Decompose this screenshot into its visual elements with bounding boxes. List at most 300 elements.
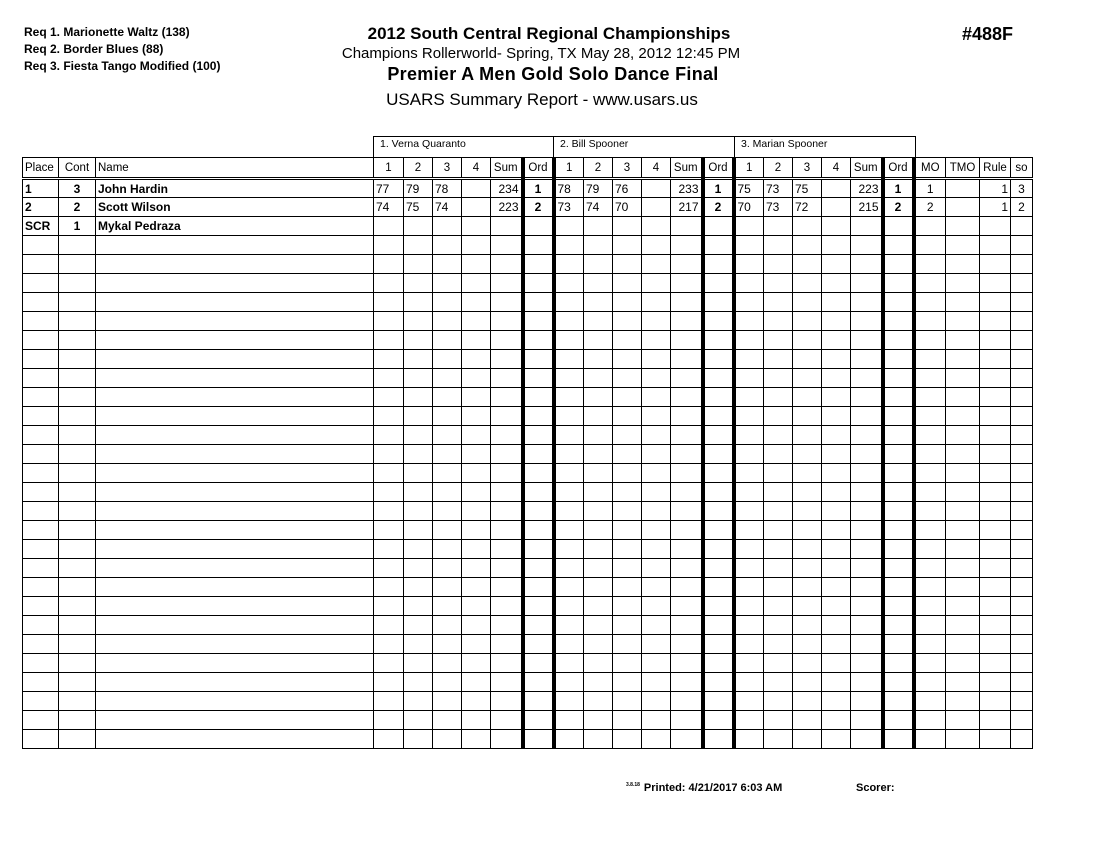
empty-row bbox=[23, 388, 1033, 407]
empty-cell bbox=[946, 236, 980, 255]
empty-cell bbox=[764, 692, 793, 711]
empty-cell bbox=[491, 369, 523, 388]
empty-cell bbox=[491, 540, 523, 559]
empty-cell bbox=[822, 445, 851, 464]
tmo-cell bbox=[946, 217, 980, 236]
scorer-label: Scorer: bbox=[856, 782, 895, 794]
empty-cell bbox=[946, 616, 980, 635]
empty-cell bbox=[491, 255, 523, 274]
empty-cell bbox=[703, 331, 734, 350]
empty-cell bbox=[883, 654, 914, 673]
event-number: #488F bbox=[962, 24, 1014, 44]
empty-cell bbox=[671, 407, 703, 426]
empty-cell bbox=[822, 274, 851, 293]
empty-cell bbox=[793, 255, 822, 274]
empty-cell bbox=[462, 464, 491, 483]
empty-cell bbox=[491, 407, 523, 426]
empty-cell bbox=[703, 426, 734, 445]
venue-date-line: Champions Rollerworld- Spring, TX May 28, 2012 12:45 PM bbox=[341, 45, 741, 62]
empty-cell bbox=[822, 521, 851, 540]
empty-cell bbox=[433, 616, 462, 635]
empty-cell bbox=[946, 388, 980, 407]
empty-cell bbox=[914, 369, 946, 388]
empty-cell bbox=[523, 312, 554, 331]
empty-cell bbox=[59, 464, 96, 483]
empty-cell bbox=[642, 369, 671, 388]
empty-cell bbox=[980, 293, 1011, 312]
empty-cell bbox=[851, 616, 883, 635]
name-cell: Scott Wilson bbox=[96, 198, 374, 217]
empty-cell bbox=[462, 654, 491, 673]
empty-cell bbox=[59, 540, 96, 559]
col-j3-dance1: 1 bbox=[734, 158, 764, 179]
empty-row bbox=[23, 350, 1033, 369]
empty-cell bbox=[404, 616, 433, 635]
empty-cell bbox=[671, 597, 703, 616]
empty-cell bbox=[980, 730, 1011, 749]
judge-2-score-4 bbox=[642, 179, 671, 198]
empty-cell bbox=[883, 236, 914, 255]
col-j2-dance3: 3 bbox=[613, 158, 642, 179]
empty-cell bbox=[433, 274, 462, 293]
empty-cell bbox=[793, 540, 822, 559]
empty-cell bbox=[523, 293, 554, 312]
empty-cell bbox=[404, 312, 433, 331]
empty-cell bbox=[433, 350, 462, 369]
empty-cell bbox=[523, 445, 554, 464]
empty-cell bbox=[642, 654, 671, 673]
empty-cell bbox=[491, 521, 523, 540]
empty-cell bbox=[374, 692, 404, 711]
empty-cell bbox=[1011, 274, 1033, 293]
empty-cell bbox=[642, 673, 671, 692]
empty-cell bbox=[914, 350, 946, 369]
empty-cell bbox=[433, 236, 462, 255]
empty-cell bbox=[404, 578, 433, 597]
judge-3-ord bbox=[883, 217, 914, 236]
empty-cell bbox=[883, 502, 914, 521]
empty-cell bbox=[1011, 597, 1033, 616]
empty-cell bbox=[1011, 293, 1033, 312]
empty-cell bbox=[822, 350, 851, 369]
version-label: 3.8.18 bbox=[626, 782, 640, 788]
empty-cell bbox=[554, 692, 584, 711]
empty-cell bbox=[404, 673, 433, 692]
empty-cell bbox=[613, 730, 642, 749]
empty-cell bbox=[822, 578, 851, 597]
empty-cell bbox=[523, 464, 554, 483]
empty-cell bbox=[404, 654, 433, 673]
empty-cell bbox=[793, 369, 822, 388]
empty-cell bbox=[822, 559, 851, 578]
empty-cell bbox=[523, 255, 554, 274]
empty-cell bbox=[822, 616, 851, 635]
empty-cell bbox=[491, 350, 523, 369]
empty-cell bbox=[433, 426, 462, 445]
empty-cell bbox=[23, 673, 59, 692]
col-j2-ord: Ord bbox=[703, 158, 734, 179]
empty-cell bbox=[734, 616, 764, 635]
empty-cell bbox=[1011, 578, 1033, 597]
empty-cell bbox=[764, 350, 793, 369]
empty-row bbox=[23, 255, 1033, 274]
empty-cell bbox=[764, 312, 793, 331]
empty-cell bbox=[642, 312, 671, 331]
empty-cell bbox=[613, 540, 642, 559]
empty-cell bbox=[433, 502, 462, 521]
empty-cell bbox=[613, 483, 642, 502]
empty-row bbox=[23, 597, 1033, 616]
empty-cell bbox=[793, 312, 822, 331]
empty-cell bbox=[374, 274, 404, 293]
empty-cell bbox=[433, 293, 462, 312]
empty-cell bbox=[822, 312, 851, 331]
empty-cell bbox=[491, 578, 523, 597]
empty-cell bbox=[23, 654, 59, 673]
empty-cell bbox=[23, 312, 59, 331]
empty-cell bbox=[734, 559, 764, 578]
empty-cell bbox=[462, 255, 491, 274]
judge-3-score-4 bbox=[822, 179, 851, 198]
empty-cell bbox=[404, 388, 433, 407]
empty-cell bbox=[523, 559, 554, 578]
empty-cell bbox=[883, 578, 914, 597]
empty-cell bbox=[1011, 255, 1033, 274]
empty-cell bbox=[96, 673, 374, 692]
empty-cell bbox=[404, 331, 433, 350]
empty-cell bbox=[584, 654, 613, 673]
empty-cell bbox=[851, 350, 883, 369]
empty-cell bbox=[946, 578, 980, 597]
empty-cell bbox=[703, 711, 734, 730]
empty-cell bbox=[642, 255, 671, 274]
printed-timestamp: Printed: 4/21/2017 6:03 AM bbox=[643, 782, 783, 794]
empty-cell bbox=[1011, 445, 1033, 464]
empty-cell bbox=[851, 312, 883, 331]
rule-cell: 1 bbox=[980, 179, 1011, 198]
empty-cell bbox=[374, 407, 404, 426]
empty-cell bbox=[433, 540, 462, 559]
so-cell bbox=[1011, 217, 1033, 236]
judge-1-score-1 bbox=[374, 217, 404, 236]
judge-3-ord: 2 bbox=[883, 198, 914, 217]
empty-cell bbox=[96, 559, 374, 578]
col-j3-dance2: 2 bbox=[764, 158, 793, 179]
empty-cell bbox=[523, 483, 554, 502]
empty-cell bbox=[946, 483, 980, 502]
empty-cell bbox=[734, 236, 764, 255]
empty-cell bbox=[703, 654, 734, 673]
empty-cell bbox=[883, 635, 914, 654]
event-name: Premier A Men Gold Solo Dance Final bbox=[387, 64, 719, 84]
empty-cell bbox=[96, 236, 374, 255]
empty-cell bbox=[703, 692, 734, 711]
empty-cell bbox=[1011, 312, 1033, 331]
empty-cell bbox=[734, 312, 764, 331]
empty-cell bbox=[764, 635, 793, 654]
empty-cell bbox=[462, 559, 491, 578]
empty-cell bbox=[554, 635, 584, 654]
requirement-2: Req 2. Border Blues (88) bbox=[24, 42, 164, 56]
empty-cell bbox=[946, 654, 980, 673]
empty-cell bbox=[980, 521, 1011, 540]
empty-cell bbox=[433, 445, 462, 464]
results-table bbox=[22, 157, 1033, 749]
empty-cell bbox=[883, 255, 914, 274]
empty-cell bbox=[671, 445, 703, 464]
empty-cell bbox=[613, 426, 642, 445]
empty-cell bbox=[554, 426, 584, 445]
empty-cell bbox=[914, 559, 946, 578]
empty-cell bbox=[734, 445, 764, 464]
empty-cell bbox=[671, 464, 703, 483]
empty-cell bbox=[851, 521, 883, 540]
empty-cell bbox=[462, 407, 491, 426]
empty-cell bbox=[671, 388, 703, 407]
empty-cell bbox=[523, 502, 554, 521]
empty-cell bbox=[1011, 502, 1033, 521]
empty-cell bbox=[883, 331, 914, 350]
empty-cell bbox=[822, 540, 851, 559]
empty-cell bbox=[851, 559, 883, 578]
empty-cell bbox=[946, 559, 980, 578]
empty-cell bbox=[613, 597, 642, 616]
rule-cell bbox=[980, 217, 1011, 236]
empty-cell bbox=[491, 445, 523, 464]
empty-cell bbox=[671, 426, 703, 445]
empty-cell bbox=[822, 483, 851, 502]
empty-cell bbox=[851, 388, 883, 407]
empty-cell bbox=[584, 616, 613, 635]
empty-cell bbox=[554, 388, 584, 407]
empty-cell bbox=[404, 692, 433, 711]
empty-cell bbox=[462, 711, 491, 730]
empty-cell bbox=[613, 502, 642, 521]
empty-cell bbox=[703, 730, 734, 749]
empty-cell bbox=[491, 654, 523, 673]
empty-cell bbox=[946, 711, 980, 730]
col-name: Name bbox=[96, 158, 374, 179]
empty-row bbox=[23, 236, 1033, 255]
col-j3-dance4: 4 bbox=[822, 158, 851, 179]
empty-cell bbox=[523, 350, 554, 369]
empty-cell bbox=[1011, 388, 1033, 407]
empty-cell bbox=[613, 350, 642, 369]
empty-cell bbox=[523, 331, 554, 350]
judge-1-score-4 bbox=[462, 217, 491, 236]
empty-cell bbox=[851, 445, 883, 464]
empty-cell bbox=[1011, 350, 1033, 369]
empty-cell bbox=[491, 293, 523, 312]
empty-cell bbox=[851, 255, 883, 274]
empty-cell bbox=[374, 635, 404, 654]
rule-cell: 1 bbox=[980, 198, 1011, 217]
empty-cell bbox=[642, 293, 671, 312]
empty-cell bbox=[1011, 407, 1033, 426]
empty-cell bbox=[523, 236, 554, 255]
empty-cell bbox=[851, 692, 883, 711]
empty-cell bbox=[404, 464, 433, 483]
empty-cell bbox=[703, 559, 734, 578]
empty-cell bbox=[1011, 331, 1033, 350]
empty-cell bbox=[671, 540, 703, 559]
empty-cell bbox=[554, 540, 584, 559]
empty-cell bbox=[914, 502, 946, 521]
empty-cell bbox=[584, 692, 613, 711]
empty-cell bbox=[59, 369, 96, 388]
empty-cell bbox=[764, 236, 793, 255]
empty-cell bbox=[554, 559, 584, 578]
requirement-1: Req 1. Marionette Waltz (138) bbox=[24, 25, 190, 39]
empty-cell bbox=[584, 464, 613, 483]
empty-cell bbox=[59, 711, 96, 730]
empty-cell bbox=[523, 369, 554, 388]
empty-cell bbox=[374, 331, 404, 350]
empty-cell bbox=[554, 730, 584, 749]
judge-2-ord: 1 bbox=[703, 179, 734, 198]
empty-cell bbox=[914, 597, 946, 616]
empty-cell bbox=[584, 502, 613, 521]
empty-cell bbox=[764, 293, 793, 312]
empty-cell bbox=[23, 597, 59, 616]
empty-cell bbox=[404, 274, 433, 293]
empty-cell bbox=[404, 540, 433, 559]
place-cell: SCR bbox=[23, 217, 59, 236]
empty-cell bbox=[946, 635, 980, 654]
judge-3-ord: 1 bbox=[883, 179, 914, 198]
empty-cell bbox=[23, 331, 59, 350]
empty-cell bbox=[703, 483, 734, 502]
empty-cell bbox=[914, 426, 946, 445]
empty-cell bbox=[23, 407, 59, 426]
empty-cell bbox=[59, 312, 96, 331]
empty-cell bbox=[59, 730, 96, 749]
empty-cell bbox=[671, 293, 703, 312]
name-cell: John Hardin bbox=[96, 179, 374, 198]
empty-cell bbox=[554, 597, 584, 616]
col-j1-ord: Ord bbox=[523, 158, 554, 179]
empty-cell bbox=[642, 635, 671, 654]
empty-cell bbox=[404, 426, 433, 445]
empty-cell bbox=[613, 369, 642, 388]
empty-cell bbox=[764, 711, 793, 730]
empty-cell bbox=[822, 426, 851, 445]
empty-cell bbox=[23, 255, 59, 274]
empty-cell bbox=[96, 711, 374, 730]
empty-cell bbox=[96, 350, 374, 369]
competition-title: 2012 South Central Regional Championships bbox=[367, 24, 731, 43]
empty-cell bbox=[793, 483, 822, 502]
empty-cell bbox=[980, 597, 1011, 616]
judge-3-score-3 bbox=[793, 217, 822, 236]
empty-cell bbox=[642, 521, 671, 540]
empty-cell bbox=[554, 369, 584, 388]
empty-cell bbox=[642, 711, 671, 730]
empty-cell bbox=[462, 388, 491, 407]
empty-cell bbox=[491, 312, 523, 331]
empty-cell bbox=[703, 388, 734, 407]
empty-cell bbox=[59, 692, 96, 711]
empty-cell bbox=[642, 540, 671, 559]
empty-cell bbox=[851, 426, 883, 445]
tmo-cell bbox=[946, 198, 980, 217]
empty-cell bbox=[404, 236, 433, 255]
empty-cell bbox=[96, 312, 374, 331]
empty-cell bbox=[734, 350, 764, 369]
judge-1-sum: 234 bbox=[491, 179, 523, 198]
empty-cell bbox=[946, 293, 980, 312]
empty-cell bbox=[613, 445, 642, 464]
empty-cell bbox=[734, 711, 764, 730]
empty-cell bbox=[914, 312, 946, 331]
empty-cell bbox=[642, 350, 671, 369]
empty-cell bbox=[404, 407, 433, 426]
empty-cell bbox=[764, 540, 793, 559]
empty-cell bbox=[1011, 426, 1033, 445]
empty-cell bbox=[734, 274, 764, 293]
empty-cell bbox=[96, 255, 374, 274]
empty-cell bbox=[793, 635, 822, 654]
empty-cell bbox=[851, 597, 883, 616]
empty-cell bbox=[734, 730, 764, 749]
empty-cell bbox=[523, 388, 554, 407]
col-j3-dance3: 3 bbox=[793, 158, 822, 179]
empty-cell bbox=[554, 350, 584, 369]
empty-cell bbox=[822, 236, 851, 255]
empty-cell bbox=[822, 502, 851, 521]
empty-cell bbox=[462, 540, 491, 559]
empty-cell bbox=[554, 445, 584, 464]
col-j1-dance3: 3 bbox=[433, 158, 462, 179]
mo-cell bbox=[914, 217, 946, 236]
empty-cell bbox=[980, 331, 1011, 350]
empty-cell bbox=[433, 559, 462, 578]
judge-1-sum: 223 bbox=[491, 198, 523, 217]
empty-cell bbox=[914, 635, 946, 654]
empty-row bbox=[23, 635, 1033, 654]
empty-cell bbox=[554, 483, 584, 502]
judge-2-score-2: 79 bbox=[584, 179, 613, 198]
empty-cell bbox=[584, 274, 613, 293]
empty-cell bbox=[703, 521, 734, 540]
empty-cell bbox=[523, 407, 554, 426]
empty-cell bbox=[914, 255, 946, 274]
empty-cell bbox=[703, 673, 734, 692]
empty-cell bbox=[96, 578, 374, 597]
empty-cell bbox=[883, 692, 914, 711]
empty-cell bbox=[59, 616, 96, 635]
empty-cell bbox=[1011, 616, 1033, 635]
empty-cell bbox=[23, 464, 59, 483]
empty-cell bbox=[764, 654, 793, 673]
empty-cell bbox=[764, 597, 793, 616]
empty-row bbox=[23, 711, 1033, 730]
empty-cell bbox=[734, 635, 764, 654]
empty-cell bbox=[642, 692, 671, 711]
col-rule: Rule bbox=[980, 158, 1011, 179]
empty-cell bbox=[491, 236, 523, 255]
empty-cell bbox=[404, 293, 433, 312]
empty-cell bbox=[23, 293, 59, 312]
empty-cell bbox=[914, 540, 946, 559]
empty-cell bbox=[980, 502, 1011, 521]
empty-cell bbox=[851, 540, 883, 559]
empty-cell bbox=[96, 426, 374, 445]
judge-2-ord: 2 bbox=[703, 198, 734, 217]
judge-2-score-1: 78 bbox=[554, 179, 584, 198]
empty-cell bbox=[523, 635, 554, 654]
empty-cell bbox=[433, 483, 462, 502]
